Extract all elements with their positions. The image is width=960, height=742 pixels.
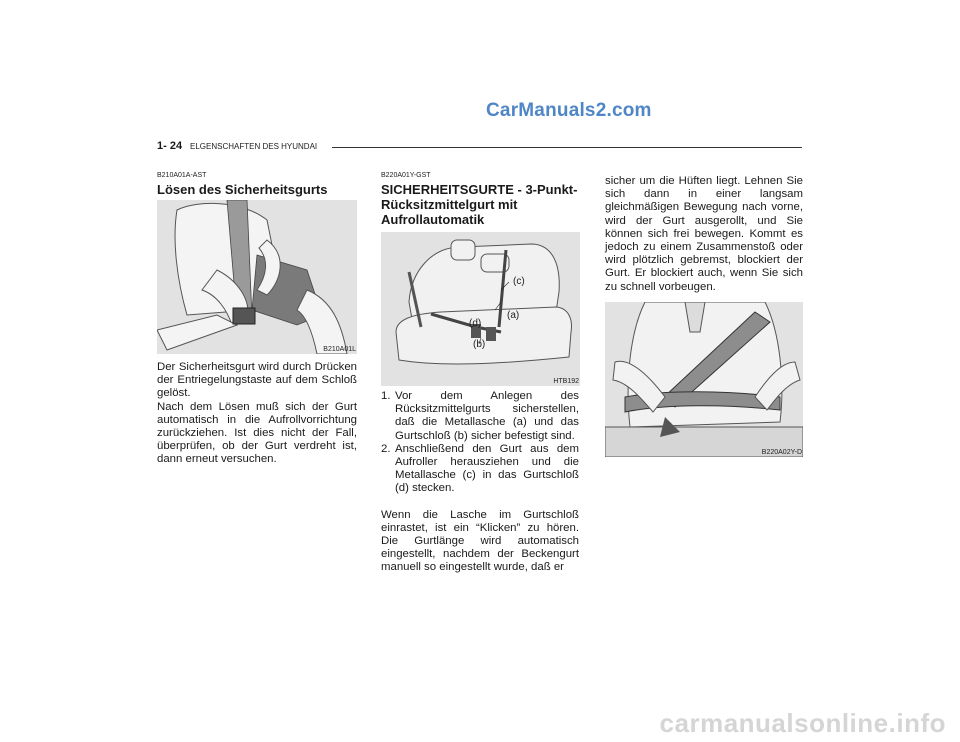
step-number: 1. [381, 390, 391, 402]
step-number: 2. [381, 442, 391, 455]
mid-body-text [381, 390, 579, 575]
section-title: ELGENSCHAFTEN DES HYUNDAI [190, 142, 318, 151]
callout-a: (a) [507, 310, 520, 321]
right-body-text: sicher um die Hüften liegt. Lehnen Sie sich dann in einer langsam gleichmäßigen Bewegung nach vorne, wird der Gurt ausgerollt, und Sie können sich frei bewegen. Kommt es jedoch zu einem Zusammenstoß oder wird plötzlich gebremst, blockiert der Gurt. Er blockiert auch, wenn Sie sich zu schnell vorbeugen. [605, 175, 803, 293]
carmanualsonline-watermark: carmanualsonline.info [659, 708, 946, 738]
callout-b: (b) [473, 339, 486, 350]
step-item [381, 390, 579, 443]
header-rule [332, 147, 802, 148]
callout-d: (d) [469, 318, 482, 329]
release-illustration-art [157, 200, 357, 354]
rear-seat-illustration [381, 232, 580, 386]
callout-c: (c) [513, 276, 525, 287]
left-section-title: Lösen des Sicherheitsgurts [157, 182, 328, 197]
step-text: Anschließend den Gurt aus dem Aufroller herausziehen und die Metallasche (c) in das Gurtschloß (d) stecken. [395, 442, 579, 495]
mid-section-title [381, 182, 581, 227]
left-section-code: B210A01A-AST [157, 172, 207, 179]
mid-paragraph: Wenn die Lasche im Gurtschloß einrastet, ist ein “Klicken” zu hören. Die Gurtlänge wird automatisch eingestellt, nachdem der Beckengurt manuell so eingestellt wurde, daß er [381, 508, 579, 574]
seatbelt-wearing-illustration [605, 302, 803, 457]
mid-section-code: B220A01Y-GST [381, 172, 431, 179]
mid-image-label: HTB192 [553, 378, 579, 385]
carmanuals-watermark: CarManuals2.com [486, 100, 652, 121]
mid-title-line: Rücksitzmittelgurt mit [381, 197, 518, 212]
left-body-text [157, 361, 357, 467]
left-image-label: B210A01L [323, 346, 356, 353]
step-item [381, 443, 579, 496]
seatbelt-release-illustration [157, 200, 357, 354]
left-paragraph: Nach dem Lösen muß sich der Gurt automatisch in die Aufrollvorrichtung zurückziehen. Ist dies nicht der Fall, überprüfen, ob der Gurt verdreht ist, dann erneut versuchen. [157, 400, 357, 466]
step-list [381, 390, 579, 496]
right-image-label: B220A02Y-D [761, 449, 802, 456]
mid-title-line: Aufrollautomatik [381, 212, 485, 227]
mid-title-line: SICHERHEITSGURTE - 3-Punkt- [381, 182, 578, 197]
step-text: Vor dem Anlegen des Rücksitzmittelgurts sicherstellen, daß die Metallasche (a) und das Gurtschloß (b) sicher befestigt sind. [395, 390, 579, 442]
page-number: 1- 24 [157, 140, 183, 152]
wearing-illustration-art [605, 302, 803, 457]
left-paragraph: Der Sicherheitsgurt wird durch Drücken der Entriegelungstaste auf dem Schloß gelöst. [157, 361, 357, 400]
rear-seat-art [381, 232, 580, 386]
